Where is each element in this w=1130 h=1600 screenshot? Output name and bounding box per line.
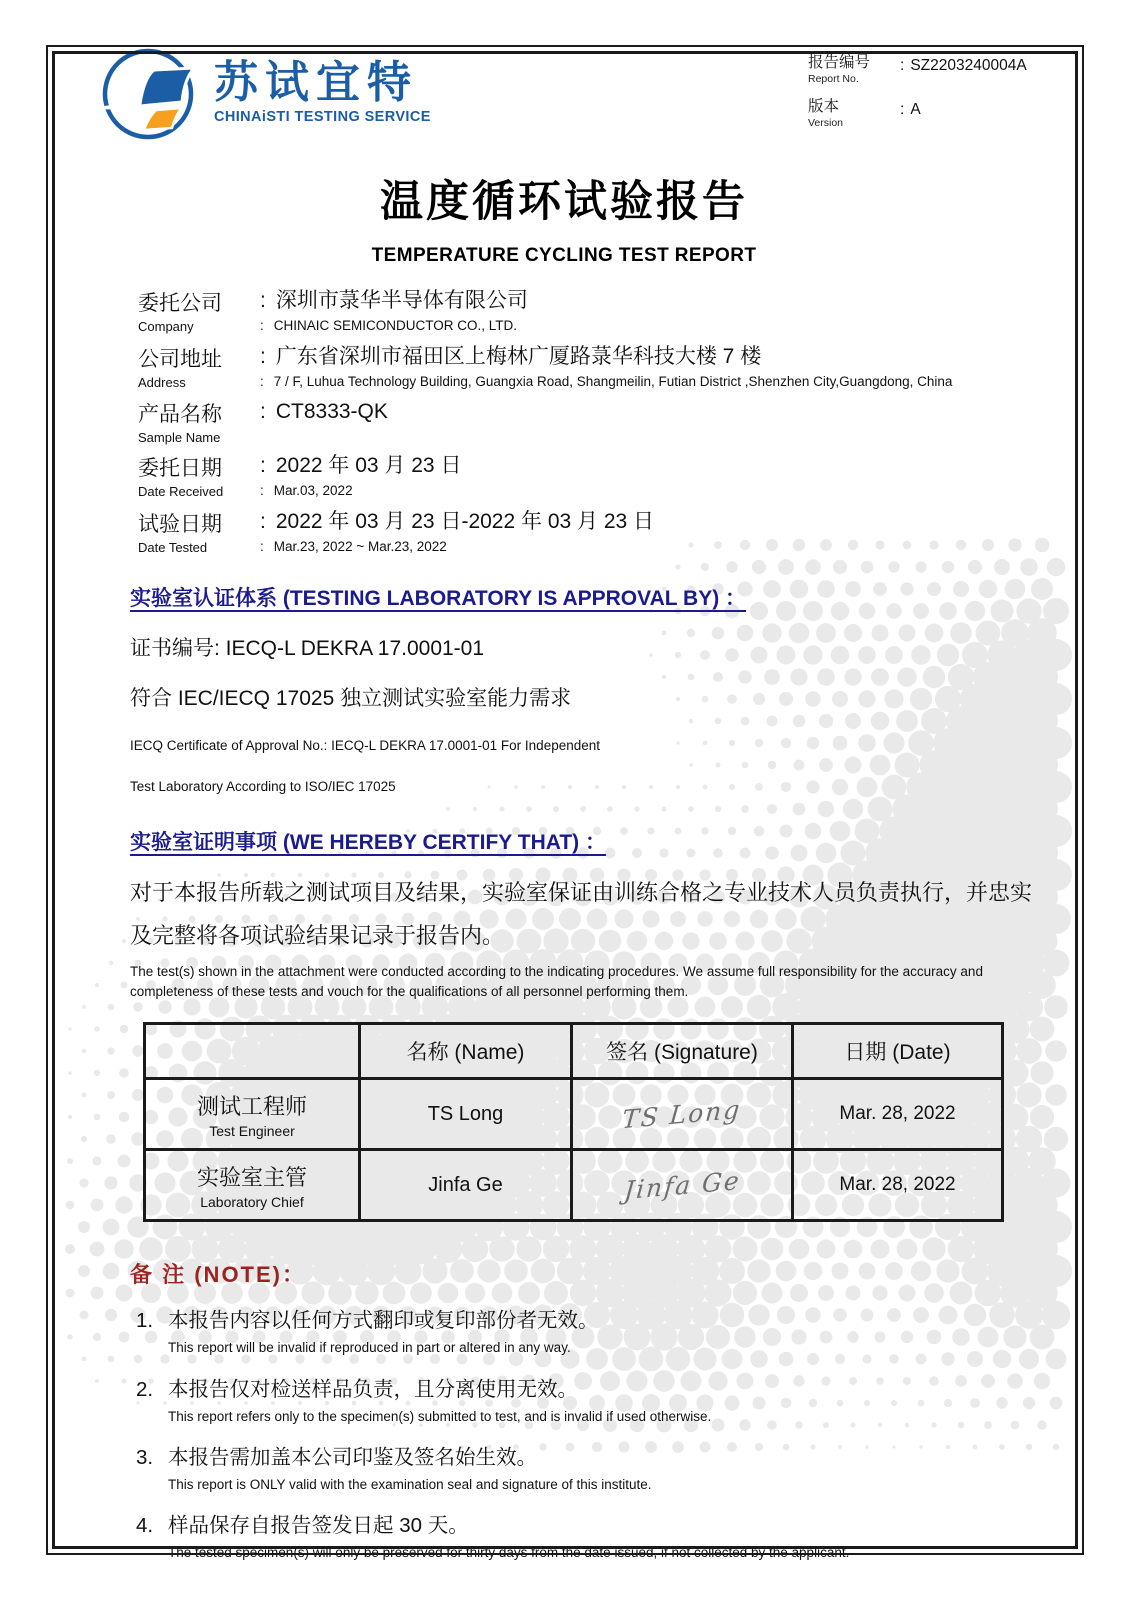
logo-text-en: CHINAiSTI TESTING SERVICE [214,109,431,126]
note-item-1: 1. 本报告内容以任何方式翻印或复印部份者无效。 This report will be invalid if reproduced in part or altered in any way. [136,1309,599,1356]
logo-text-cn: 苏试宜特 [214,57,418,107]
lab-approval-section [88,582,1040,794]
certify-section [88,826,1040,1002]
info-row-address: 公司地址 Address : 广东省深圳市福田区上梅林广厦路菉华科技大楼 7 楼 : 7 / F, Luhua Technology Building, Guangxia Road, Shangmeilin, Futian District ,Shenzhen City,Guangdong, China [138,344,953,390]
note-heading: 备 注 (NOTE)： [130,1262,306,1288]
signature-handwriting: Jinfa Ge [622,1165,742,1206]
certify-heading: 实验室证明事项 (WE HEREBY CERTIFY THAT) ： [130,831,607,855]
logo-text [214,59,431,125]
iecq-certificate-line-en: IECQ Certificate of Approval No.: IECQ-L DEKRA 17.0001-01 For Independent [130,738,600,754]
report-no-label-cn: 报告编号 [808,54,871,71]
version-label-en: Version [808,117,844,129]
note-item-4: 4. 样品保存自报告签发日起 30 天。 The tested specimen(s) will only be preserved for thirty days from the date issued, if not collected by the applicant. [136,1514,850,1560]
certificate-number-line: 证书编号: IECQ-L DEKRA 17.0001-01 [130,637,485,661]
version-row [808,94,1040,129]
note-item-2: 2. 本报告仅对检送样品负责，且分离使用无效。 This report refers only to the specimen(s) submitted to test, and is invalid if used otherwise. [136,1377,712,1424]
header-date: 日期 (Date) [793,1024,1003,1079]
version-label-cn: 版本 [808,98,840,115]
report-header [88,42,1040,142]
report-no-label-en: Report No. [808,73,859,85]
table-row-test-engineer: 测试工程师 Test Engineer TS Long TS Long Mar. 28, 2022 [145,1079,1003,1150]
certify-paragraph-en: The test(s) shown in the attachment were conducted according to the indicating procedures. We assume full responsibility for the accuracy and completeness of these tests and vouch for the qualifications of all personnel performing them. [130,963,983,1000]
signature-table [143,1022,1004,1222]
report-no-row [808,50,1040,85]
page-title-en: TEMPERATURE CYCLING TEST REPORT [371,245,757,266]
signature-handwriting: TS Long [621,1094,743,1135]
header-name: 名称 (Name) [360,1024,572,1079]
info-section [138,287,1040,556]
iso-line-en: Test Laboratory According to ISO/IEC 17025 [130,779,396,795]
info-row-date-tested: 试验日期 Date Tested : 2022 年 03 月 23 日-2022 年 03 月 23 日 : Mar.23, 2022 ~ Mar.23, 2022 [138,509,655,555]
report-no-value: : SZ2203240004A [900,57,1027,74]
header-signature: 签名 (Signature) [572,1024,793,1079]
info-row-company: 委托公司 Company : 深圳市菉华半导体有限公司 : CHINAIC SEMICONDUCTOR CO., LTD. [138,289,528,334]
logo-swoosh-icon [96,42,204,142]
signature-table-header-row [145,1024,1003,1079]
note-section [88,1258,1040,1562]
report-meta [808,50,1040,138]
conformity-line: 符合 IEC/IECQ 17025 独立测试实验室能力需求 [130,687,572,711]
company-logo [96,42,431,142]
header-role [145,1024,360,1079]
info-row-date-received: 委托日期 Date Received : 2022 年 03 月 23 日 : Mar.03, 2022 [138,454,462,500]
page-title-cn: 温度循环试验报告 [380,178,748,226]
version-value: : A [900,101,921,118]
lab-approval-heading: 实验室认证体系 (TESTING LABORATORY IS APPROVAL BY) ： [130,587,747,611]
info-row-sample-name: 产品名称 Sample Name : CT8333-QK [138,400,388,446]
certify-paragraph-cn: 对于本报告所载之测试项目及结果，实验室保证由训练合格之专业技术人员负责执行，并忠实及完整将各项试验结果记录于报告内。 [130,880,1033,948]
note-item-3: 3. 本报告需加盖本公司印鉴及签名始生效。 This report is ONLY valid with the examination seal and signature of this institute. [136,1445,652,1492]
table-row-laboratory-chief: 实验室主管 Laboratory Chief Jinfa Ge Jinfa Ge Mar. 28, 2022 [145,1150,1003,1221]
